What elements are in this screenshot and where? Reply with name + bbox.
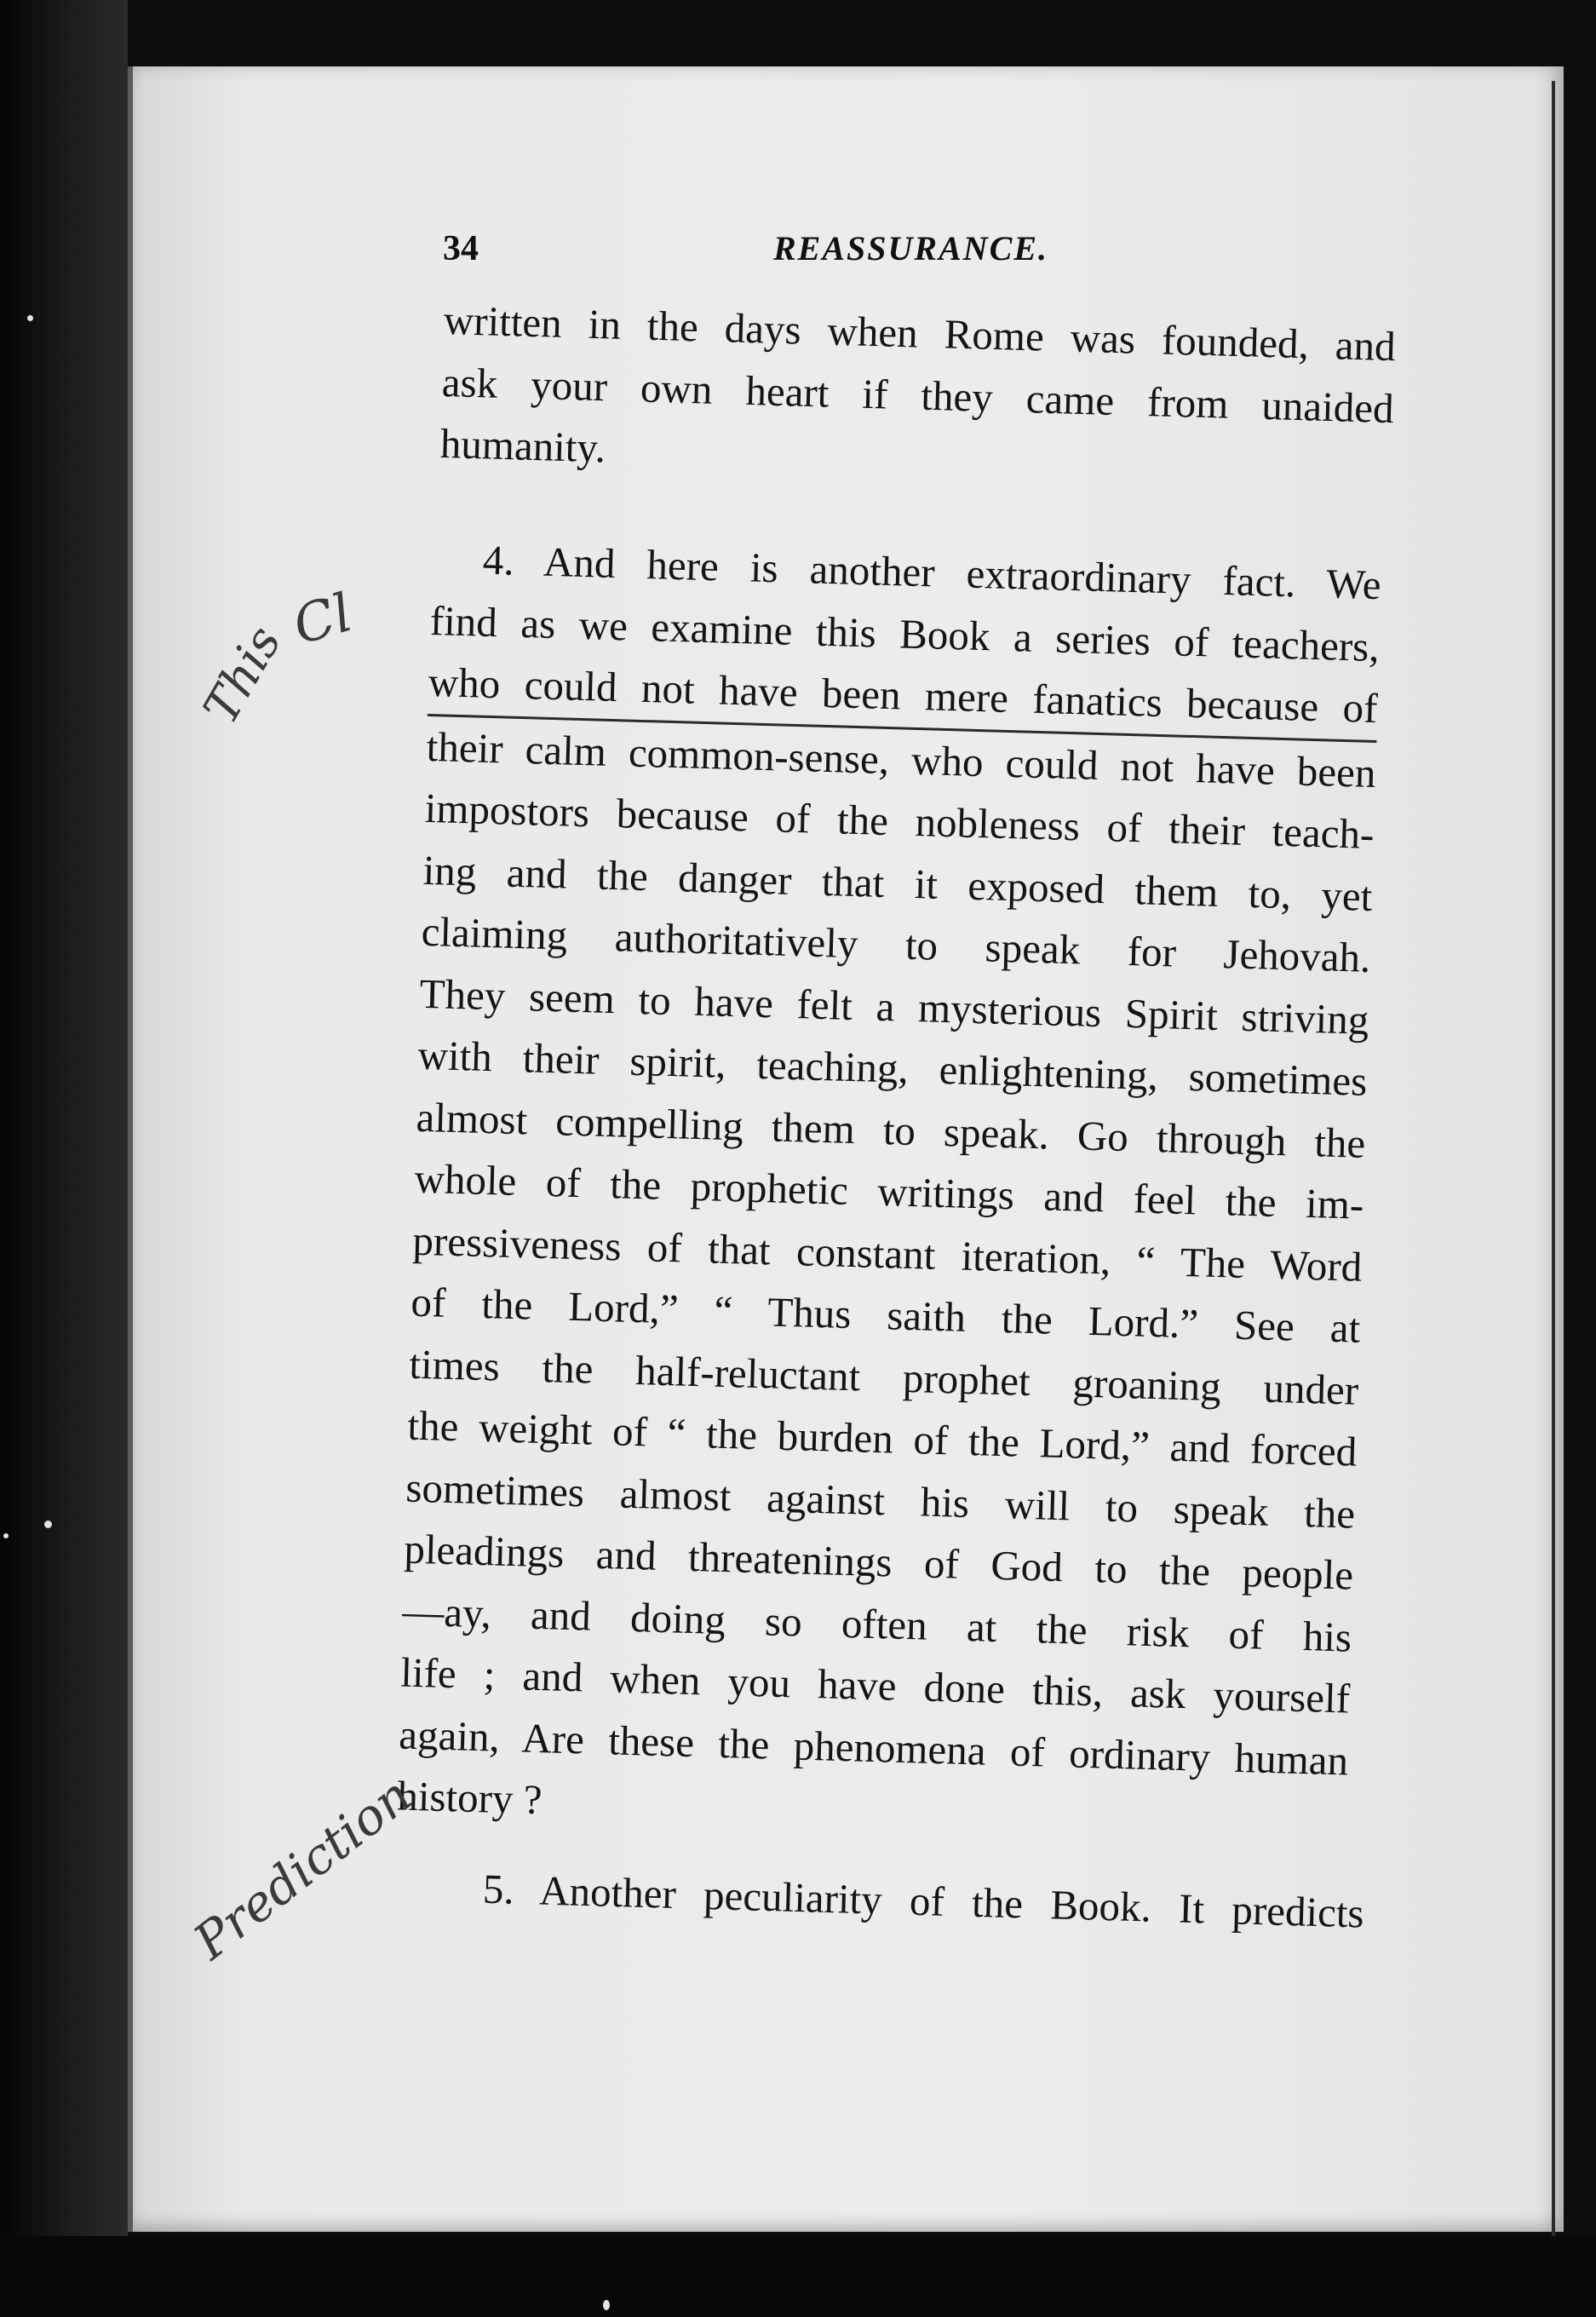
- text-line: again, Are these the phenomena of ordinary human: [398, 1710, 1349, 1785]
- scanner-left-edge: [0, 0, 128, 2317]
- paragraph-continuation: [439, 290, 1397, 502]
- text-line: history ?: [396, 1772, 543, 1824]
- page-header: [443, 228, 1397, 279]
- text-line: claiming authoritatively to speak for Jehovah.: [421, 907, 1372, 981]
- paragraph-4: [396, 528, 1381, 1854]
- text-line: the weight of “ the burden of the Lord,” and forced: [406, 1401, 1358, 1475]
- text-line: 4. And here is another extraordinary fact. We: [482, 536, 1382, 609]
- text-line: ing and the danger that it exposed them to, yet: [422, 846, 1374, 920]
- text-line: life ; and when you have done this, ask yourself: [399, 1648, 1351, 1722]
- underlined-text-line: who could not have been mere fanatics because of: [428, 652, 1379, 743]
- text-line: 5. Another peculiarity of the Book. It predicts: [482, 1865, 1365, 1937]
- text-line: sometimes almost against his will to speak the: [405, 1463, 1356, 1538]
- page-number: 34: [443, 229, 479, 268]
- handwritten-margin-note: Cl: [286, 581, 359, 657]
- text-line: They seem to have felt a mysterious Spirit striving: [418, 969, 1370, 1044]
- handwritten-margin-note: This: [192, 617, 293, 733]
- text-line: find as we examine this Book a series of teachers,: [429, 596, 1381, 670]
- scan-speck: [27, 315, 33, 321]
- text-line: their calm common-sense, who could not have been: [426, 722, 1377, 796]
- running-title: REASSURANCE.: [773, 229, 1049, 267]
- scan-speck: [3, 1533, 9, 1538]
- text-line: impostors because of the nobleness of their teach-: [424, 784, 1375, 858]
- handwritten-margin-note: Prediction: [183, 1766, 422, 1971]
- text-line: times the half-reluctant prophet groaning under: [408, 1340, 1359, 1414]
- text-line: written in the days when Rome was founded, and: [443, 296, 1397, 371]
- page-right-edge: [1552, 81, 1555, 2236]
- text-line: of the Lord,” “ Thus saith the Lord.” See at: [410, 1278, 1361, 1352]
- scan-speck: [603, 2300, 610, 2310]
- text-line: humanity.: [439, 419, 606, 472]
- text-line: almost compelling them to speak. Go through the: [415, 1093, 1367, 1167]
- scanner-bottom-edge: [0, 2236, 1596, 2317]
- text-line: whole of the prophetic writings and feel the im-: [413, 1154, 1365, 1228]
- text-line: ask your own heart if they came from unaided: [441, 358, 1395, 432]
- text-line: with their spirit, teaching, enlightening, sometimes: [416, 1031, 1369, 1105]
- text-line: pressiveness of that constant iteration, “ The Word: [411, 1216, 1363, 1291]
- scan-speck: [44, 1521, 52, 1528]
- text-line: —ay, and doing so often at the risk of his: [401, 1587, 1352, 1661]
- text-line: pleadings and threatenings of God to the people: [403, 1525, 1354, 1599]
